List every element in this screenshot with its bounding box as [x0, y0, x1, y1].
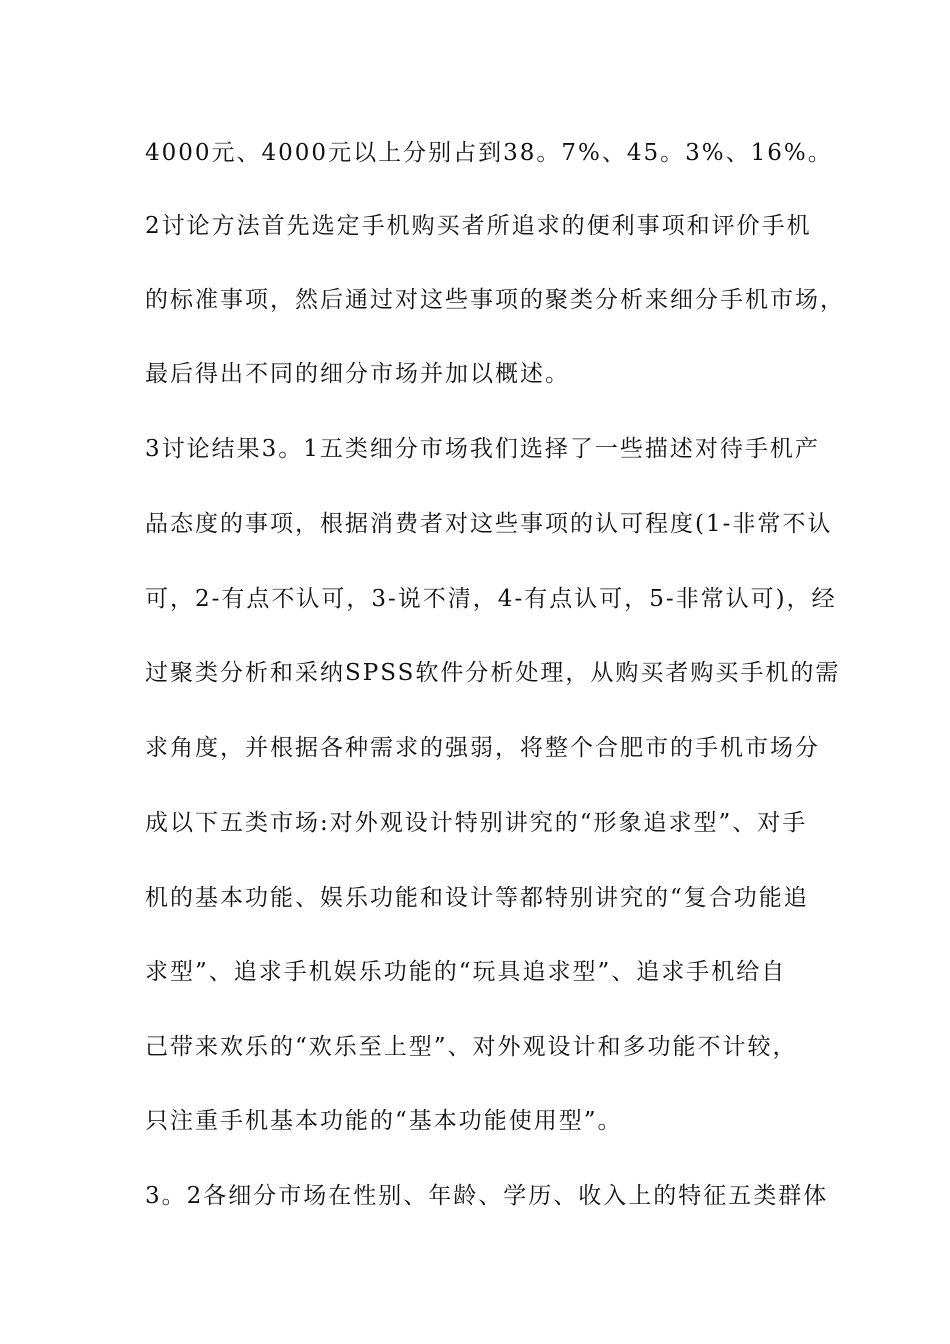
text-line: 2讨论方法首先选定手机购买者所追求的便利事项和评价手机: [145, 213, 812, 239]
text-line: 机的基本功能、娱乐功能和设计等都特别讲究的“复合功能追: [145, 885, 809, 911]
text-line: 品态度的事项，根据消费者对这些事项的认可程度(1-非常不认: [145, 511, 833, 537]
text-line: 成以下五类市场:对外观设计特别讲究的“形象追求型”、对手: [145, 810, 808, 836]
text-line: 己带来欢乐的“欢乐至上型”、对外观设计和多功能不计较，: [145, 1034, 798, 1060]
text-line: 的标准事项，然后通过对这些事项的聚类分析来细分手机市场，: [145, 287, 845, 313]
text-line: 过聚类分析和采纳SPSS软件分析处理，从购买者购买手机的需: [145, 660, 841, 686]
text-line: 3。2各细分市场在性别、年龄、学历、收入上的特征五类群体: [145, 1183, 829, 1209]
text-line: 只注重手机基本功能的“基本功能使用型”。: [145, 1108, 623, 1134]
text-line: 求角度，并根据各种需求的强弱，将整个合肥市的手机市场分: [145, 735, 820, 761]
text-line: 最后得出不同的细分市场并加以概述。: [145, 361, 570, 387]
text-line: 4000元、4000元以上分别占到38。7%、45。3%、16%。: [145, 140, 833, 166]
text-line: 求型”、追求手机娱乐功能的“玩具追求型”、追求手机给自: [145, 959, 787, 985]
text-line: 可，2-有点不认可，3-说不清，4-有点认可，5-非常认可)，经: [145, 586, 837, 612]
text-line: 3讨论结果3。1五类细分市场我们选择了一些描述对待手机产: [145, 436, 820, 462]
